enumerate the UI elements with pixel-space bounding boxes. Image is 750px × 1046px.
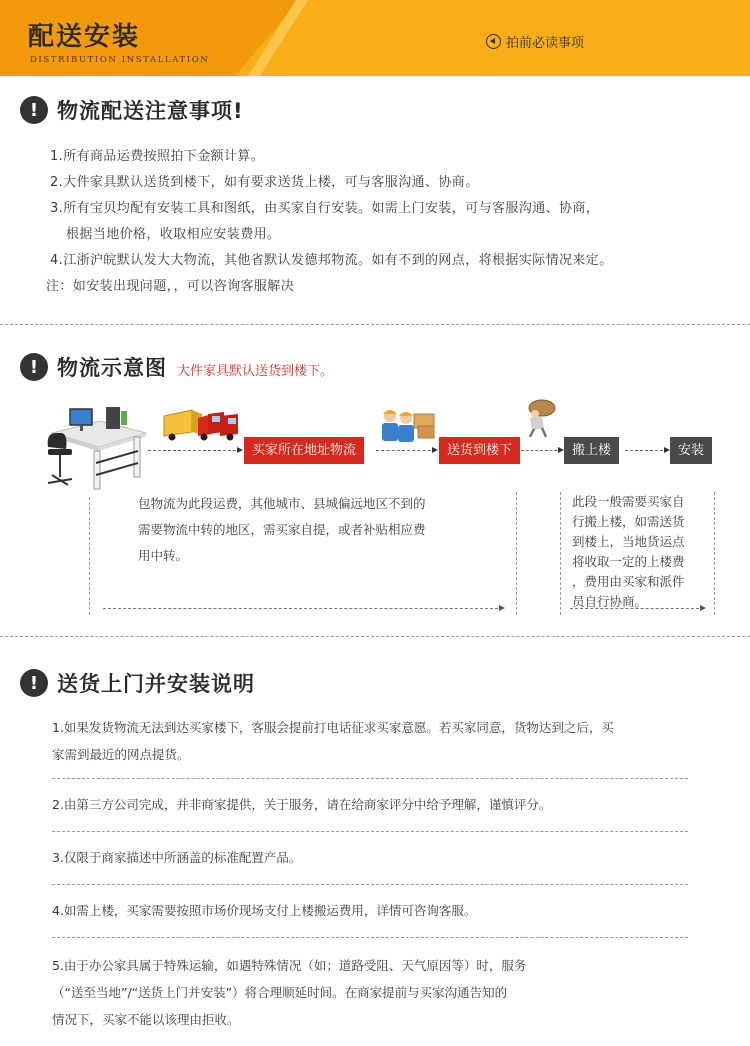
section-title-shipping-notes	[20, 95, 244, 125]
list-item: 4.江浙沪皖默认发大大物流，其他省默认发德邦物流。如有不到的网点，将根据实际情况来定。	[50, 253, 613, 268]
install-item	[52, 899, 702, 923]
page-title: 配送安装	[28, 22, 141, 52]
section-title-text: 物流示意图	[57, 356, 167, 380]
explain-line: 用中转。	[138, 548, 189, 563]
item-divider	[52, 937, 688, 938]
section-title-logistics-diagram	[20, 352, 333, 382]
list-item: 3.所有宝贝均配有安装工具和图纸，由买家自行安装。如需上门安装，可与客服沟通、协商，	[50, 201, 600, 216]
section-divider	[0, 636, 750, 637]
explain-right	[572, 492, 712, 612]
section-title-note: 大件家具默认送货到楼下。	[177, 363, 334, 379]
flow-arrow	[521, 450, 562, 451]
install-line: 2.由第三方公司完成，并非商家提供，关于服务，请在给商家评分中给予理解，谨慎评分。	[52, 797, 552, 812]
exclamation-icon: !	[20, 353, 48, 381]
span-arrow	[103, 608, 503, 609]
flow-step-buyer-logistics: 买家所在地址物流	[244, 437, 364, 464]
explain-line: 员自行协商。	[572, 594, 648, 609]
install-line: 家需到最近的网点提货。	[52, 747, 190, 762]
section-title-text: 送货上门并安装说明	[57, 672, 255, 696]
explain-line: 包物流为此段运费，其他城市、县城偏远地区不到的	[138, 496, 426, 511]
list-item: 2.大件家具默认送货到楼下，如有要求送货上楼，可与客服沟通、协商。	[50, 175, 479, 190]
list-item-continued: 根据当地价格，收取相应安装费用。	[66, 227, 281, 242]
explain-line: 需要物流中转的地区，需买家自提，或者补贴相应费	[138, 522, 426, 537]
bracket-line	[516, 492, 517, 615]
install-line: 4.如需上楼，买家需要按照市场价现场支付上楼搬运费用，详情可咨询客服。	[52, 903, 477, 918]
exclamation-icon: !	[20, 669, 48, 697]
page-subtitle: DISTRIBUTION INSTALLATION	[30, 55, 210, 65]
explain-line: 此段一般需要买家自	[572, 494, 685, 509]
item-divider	[52, 778, 688, 779]
install-item	[52, 793, 702, 817]
back-arrow-icon	[486, 34, 501, 49]
explain-line: 到楼上，当地货运点	[572, 534, 685, 549]
page-header	[0, 0, 750, 76]
shipping-notes-list	[46, 144, 710, 300]
notice-link-label: 拍前必读事项	[506, 35, 585, 51]
list-item: 1.所有商品运费按照拍下金额计算。	[50, 149, 265, 164]
truck-illustration	[162, 404, 240, 444]
list-note: 注：如安装出现问题，，可以咨询客服解决	[46, 279, 295, 294]
install-line: 1.如果发货物流无法到达买家楼下，客服会提前打电话征求买家意愿。若买家同意，货物达到之后，买	[52, 720, 614, 735]
install-item	[52, 714, 702, 768]
section-divider	[0, 324, 750, 325]
explain-line: 行搬上楼，如需送货	[572, 514, 685, 529]
install-line: 5.由于办公家具属于特殊运输，如遇特殊情况（如；道路受阻、天气原因等）时，服务	[52, 958, 527, 973]
flow-step-deliver-downstairs: 送货到楼下	[439, 437, 520, 464]
install-item	[52, 952, 702, 1033]
explain-line: 将收取一定的上楼费	[572, 554, 685, 569]
section-title-text: 物流配送注意事项!	[57, 99, 244, 123]
flow-arrow	[376, 450, 436, 451]
item-divider	[52, 884, 688, 885]
flow-arrow	[148, 450, 241, 451]
install-line: （“送至当地”/“送货上门并安装”）将合理顺延时间。在商家提前与买家沟通告知的	[52, 985, 508, 1000]
flow-arrow	[625, 450, 668, 451]
flow-step-carry-upstairs: 搬上楼	[564, 437, 619, 464]
bracket-line	[714, 492, 715, 615]
install-line: 情况下，买家不能以该理由拒收。	[52, 1012, 240, 1027]
explain-left	[138, 491, 498, 569]
bracket-line	[89, 497, 90, 615]
flow-step-install: 安装	[670, 437, 712, 464]
workers-illustration	[378, 406, 436, 444]
section-title-delivery-install	[20, 668, 255, 698]
bracket-line	[560, 492, 561, 615]
item-divider	[52, 831, 688, 832]
explain-line: ，费用由买家和派件	[572, 574, 685, 589]
install-item	[52, 846, 702, 870]
notice-link[interactable]	[486, 31, 584, 51]
exclamation-icon: !	[20, 96, 48, 124]
install-line: 3.仅限于商家描述中所涵盖的标准配置产品。	[52, 850, 302, 865]
office-desk-illustration	[38, 403, 148, 495]
carrier-illustration	[520, 398, 560, 438]
